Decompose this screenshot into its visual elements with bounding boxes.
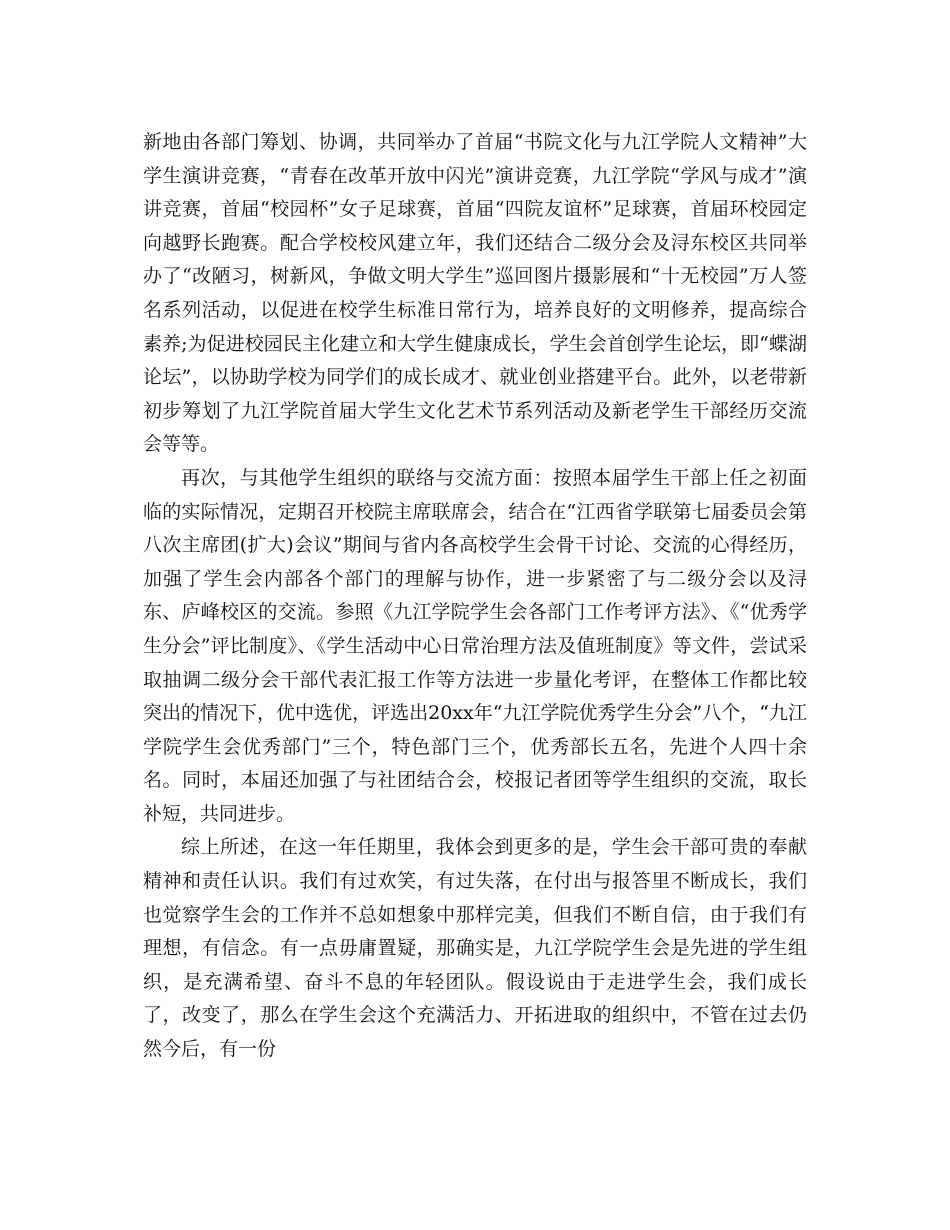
paragraph-summary: 综上所述，在这一年任期里，我体会到更多的是，学生会干部可贵的奉献精神和责任认识。我们有过欢笑，有过失落，在付出与报答里不断成长，我们也觉察学生会的工作并不总如想象中那样完美，但我们不断自信，由于我们有理想，有信念。有一点毋庸置疑，那确实是，九江学院学生会是先进的学生组织，是充满希望、奋斗不息的年轻团队。假设说由于走进学生会，我们成长了，改变了，那么在学生会这个充满活力、开拓进取的组织中，不管在过去仍然今后，有一份	[143, 836, 807, 1061]
paragraph-activities: 新地由各部门筹划、协调，共同举办了首届“书院文化与九江学院人文精神”大学生演讲竞赛，“青春在改革开放中闪光”演讲竞赛，九江学院“学风与成才”演讲竞赛，首届“校园杯”女子足球赛，首届“四院友谊杯”足球赛，首届环校园定向越野长跑赛。配合学校校风建立年，我们还结合二级分会及浔东校区共同举办了“改陋习，树新风，争做文明大学生”巡回图片摄影展和“十无校园”万人签名系列活动，以促进在校学生标准日常行为，培养良好的文明修养，提高综合素养;为促进校园民主化建立和大学生健康成长，学生会首创学生论坛，即“蝶湖论坛”，以协助学校为同学们的成长成才、就业创业搭建平台。此外，以老带新初步筹划了九江学院首届大学生文化艺术节系列活动及新老学生干部经历交流会等等。	[143, 131, 807, 456]
document-body	[143, 126, 807, 1067]
paragraph-liaison-exchange: 再次，与其他学生组织的联络与交流方面：按照本届学生干部上任之初面临的实际情况，定期召开校院主席联席会，结合在“江西省学联第七届委员会第八次主席团(扩大)会议”期间与省内各高校学生会骨干讨论、交流的心得经历，加强了学生会内部各个部门的理解与协作，进一步紧密了与二级分会以及浔东、庐峰校区的交流。参照《九江学院学生会各部门工作考评方法》、《“优秀学生分会”评比制度》、《学生活动中心日常治理方法及值班制度》等文件，尝试采取抽调二级分会干部代表汇报工作等方法进一步量化考评，在整体工作都比较突出的情况下，优中选优，评选出20xx年“九江学院优秀学生分会”八个，“九江学院学生会优秀部门”三个，特色部门三个，优秀部长五名，先进个人四十余名。同时，本届还加强了与社团结合会，校报记者团等学生组织的交流，取长补短，共同进步。	[143, 466, 807, 825]
